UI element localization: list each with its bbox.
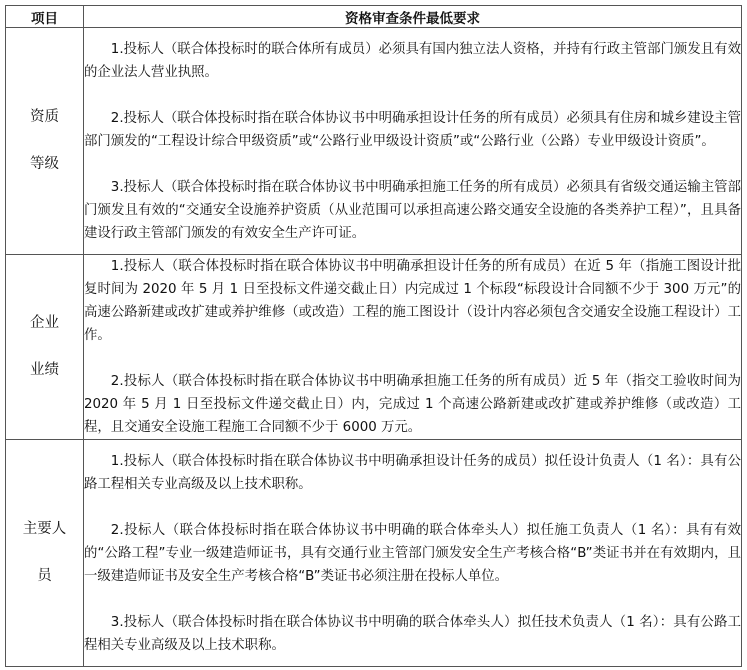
category-line: 员	[37, 568, 52, 584]
requirement-item: 2.投标人（联合体投标时指在联合体协议书中明确承担施工任务的所有成员）近 5 年（指交工验收时间为 2020 年 5 月 1 日至投标文件递交截止日）内，完成过 1 个高速公路新建或改扩建或养护维修（或改造）工程，且交通安全设施工程施工合同额不少于 6000 万元。	[84, 374, 741, 435]
category-qualification	[6, 28, 84, 255]
requirement-text	[84, 28, 742, 255]
category-performance	[6, 255, 84, 440]
table-header-row	[6, 6, 742, 28]
table-row	[6, 440, 742, 667]
category-line: 主要人	[22, 521, 67, 537]
requirement-text	[84, 440, 742, 667]
category-personnel	[6, 440, 84, 667]
category-line: 企业	[30, 315, 59, 331]
category-line: 业绩	[30, 362, 59, 378]
category-line: 等级	[30, 156, 59, 172]
requirements-table	[5, 5, 742, 667]
header-requirements: 资格审查条件最低要求	[84, 6, 742, 28]
requirement-item: 2.投标人（联合体投标时指在联合体协议书中明确的联合体牵头人）拟任施工负责人（1 名）：具有有效的“公路工程”专业一级建造师证书，具有交通行业主管部门颁发安全生产考核合格“B”类证书并在有效期内，且一级建造师证书及安全生产考核合格“B”类证书必须注册在投标人单位。	[84, 522, 741, 584]
requirement-text	[84, 255, 742, 440]
requirement-item: 2.投标人（联合体投标时指在联合体协议书中明确承担设计任务的所有成员）必须具有住房和城乡建设主管部门颁发的“工程设计综合甲级资质”或“公路行业甲级设计资质”或“公路行业（公路）专业甲级设计资质”。	[84, 110, 741, 149]
requirement-item: 1.投标人（联合体投标时指在联合体协议书中明确承担设计任务的所有成员）在近 5 年（指施工图设计批复时间为 2020 年 5 月 1 日至投标文件递交截止日）内完成过 1 个标段“标段设计合同额不少于 300 万元”的高速公路新建或改扩建或养护维修（或改造）工程的施工图设计（设计内容必须包含交通安全设施工程设计）工作。	[84, 259, 741, 343]
header-item: 项目	[6, 6, 84, 28]
table-row	[6, 28, 742, 255]
requirement-item: 1.投标人（联合体投标时的联合体所有成员）必须具有国内独立法人资格，并持有行政主管部门颁发且有效的企业法人营业执照。	[84, 41, 741, 80]
table-row	[6, 255, 742, 440]
category-line: 资质	[30, 109, 59, 125]
requirement-item: 3.投标人（联合体投标时指在联合体协议书中明确的联合体牵头人）拟任技术负责人（1 名）：具有公路工程相关专业高级及以上技术职称。	[84, 614, 741, 653]
requirement-item: 3.投标人（联合体投标时指在联合体协议书中明确承担施工任务的所有成员）必须具有省级交通运输主管部门颁发且有效的“交通安全设施养护资质（从业范围可以承担高速公路交通安全设施的各类养护工程）”，且具备建设行政主管部门颁发的有效安全生产许可证。	[84, 179, 741, 241]
requirement-item: 1.投标人（联合体投标时指在联合体协议书中明确承担设计任务的成员）拟任设计负责人（1 名）：具有公路工程相关专业高级及以上技术职称。	[84, 453, 741, 492]
